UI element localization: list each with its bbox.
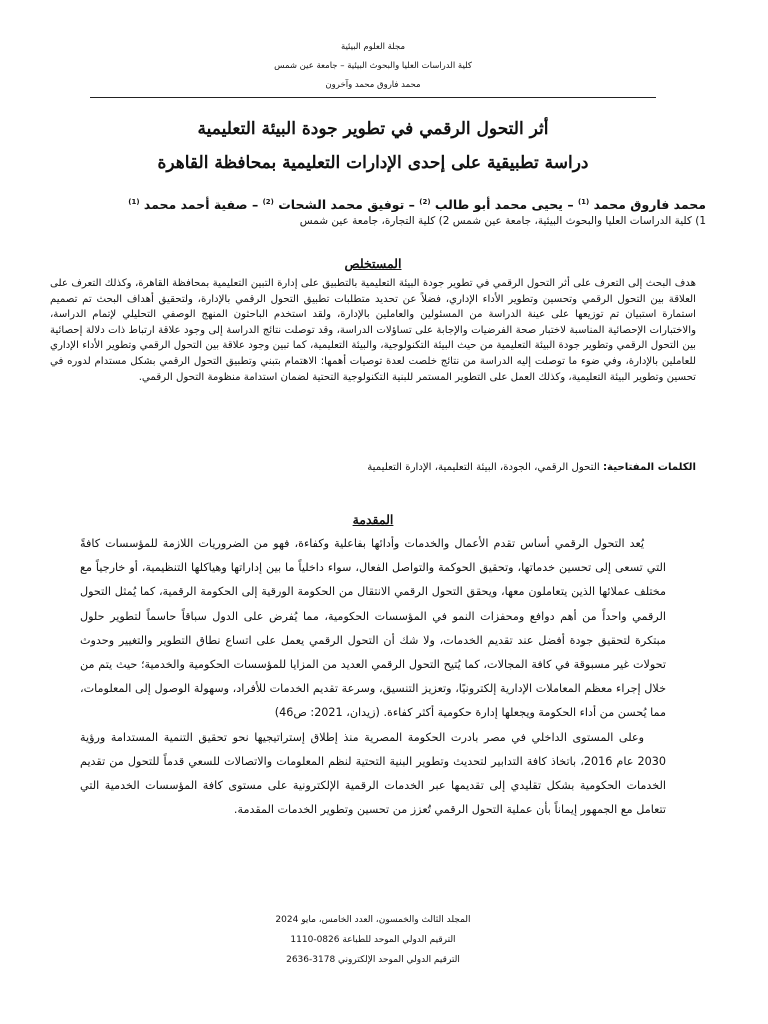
journal-name: مجلة العلوم البيئية <box>340 42 406 52</box>
paper-page <box>50 0 706 1024</box>
issn-print: الترقيم الدولي الموحد للطباعة 0826-1110 <box>290 935 456 945</box>
author-3-affil: (2) <box>262 198 274 206</box>
author-2: – يحيى محمد أبو طالب <box>430 197 574 213</box>
title-line-1: أثر التحول الرقمي في تطوير جودة البيئة التعليمية <box>197 119 549 139</box>
faculty-name: كلية الدراسات العليا والبحوث البيئية – جامعة عين شمس <box>274 61 472 71</box>
author-4-affil: (1) <box>128 198 140 206</box>
paper-title <box>60 112 686 180</box>
author-1: محمد فاروق محمد <box>589 197 706 213</box>
title-line-2: دراسة تطبيقية على إحدى الإدارات التعليمية بمحافظة القاهرة <box>157 153 589 173</box>
abstract-text: هدف البحث إلى التعرف على أثر التحول الرقمي في تطوير جودة البيئة التعليمية بالتطبيق على إدارة التبين التعليمية بمحافظة القاهرة، وكذلك التعرف على العلاقة بين التحول الرقمي وتحسين وتطوير الأداء الإداري، فضلاً عن تحديد متطلبات تطبيق التحول الرقمي بالإدارة، ولتحقيق أهداف البحث تم تصميم استمارة استبيان تم توزيعها على عينة الدراسة من المسئولين والعاملين بالإدارة، ولقد استخدم الباحثون المنهج الوصفي التحليلي لإتمام الدراسة، والاختبارات الإحصائية المناسبة لاختبار صحة الفرضيات والإجابة على تساؤلات الدراسة، وقد توصلت نتائج الدراسة إلى وجود علاقة ارتباط ذات دلالة إحصائية بين التحول الرقمي وتطوير جودة البيئة التعليمية من حيث البيئة التكنولوجية، والبيئة التعليمية، كما تبين وجود علاقة بين التحول الرقمي وتطوير الأداء الإداري للعاملين بالإدارة، وفي ضوء ما توصلت إليه الدراسة من نتائج خلصت لعدة توصيات أهمها: الاهتمام بتبني وتطبيق التحول الرقمي بشكل مستدام لدوره في تحسين وتطوير البيئة التعليمية، وكذلك العمل على التطوير المستمر للبنية التكنولوجية التحتية لضمان استدامة منظومة التحول الرقمي. <box>50 278 696 383</box>
volume-info: المجلد الثالث والخمسون، العدد الخامس، مايو 2024 <box>275 915 471 925</box>
keywords-list: التحول الرقمي، الجودة، البيئة التعليمية، الإدارة التعليمية <box>367 462 603 473</box>
page-footer <box>90 910 656 970</box>
intro-paragraph-1: يُعد التحول الرقمي أساس تقدم الأعمال والخدمات وأدائها بفاعلية وكفاءة، فهو من الضروريات اللازمة للمؤسسات كافةً التي تسعى إلى تحسين خدماتها، وتحقيق الحوكمة والتواصل الفعال، سواء داخلياً ما بين إداراتها وهياكلها التنظيمية، أو خارجياً مع مختلف عملائها الذين يتعاملون معها، ويحقق التحول الرقمي الانتقال من الحكومة الورقية إلى الحكومة الرقمية، كما يُمثل التحول الرقمي واحداً من أهم دوافع ومحفزات النمو في المؤسسات الحكومية، مما يُفرض على الدول سباقاً حاسماً لتطوير حلول مبتكرة لتحقيق جودة أفضل عند تقديم الخدمات، ولا شك أن التحول الرقمي يعمل على اتساع نطاق التطوير والتغيير وحدوث تحولات غير مسبوقة في كافة المجالات، كما يُتيح التحول الرقمي العديد من المزايا للمؤسسات الحكومية والخدمية؛ حيث يتم من خلال إجراء معظم المعاملات الإدارية إلكترونيًا، وتعزيز التنسيق، وسرعة تقديم الخدمات للأفراد، وسهولة الوصول إلى المعلومات، مما يُحسن من أداء الحكومة ويجعلها إدارة حكومية أكثر كفاءة. (زيدان، 2021: ص46) <box>80 537 666 720</box>
intro-paragraph-2: وعلى المستوى الداخلي في مصر بادرت الحكومة المصرية منذ إطلاق إستراتيجيها نحو تحقيق التنمية المستدامة ورؤية 2030 عام 2016، باتخاذ كافة التدابير لتحديث وتطوير البنية التحتية لنظم المعلومات والاتصالات للسعي قدماً للتحول من تقديم الخدمات الحكومية بشكل تقليدي إلى تقديمها عبر الخدمات الرقمية الإلكترونية على مستوى كافة المؤسسات الخدمية التي تتعامل مع الجمهور إيماناً بأن عملية التحول الرقمي تُعزز من تحسين وتطوير الخدمات المقدمة. <box>80 730 666 817</box>
author-3: – توفيق محمد الشحات <box>273 197 415 213</box>
authors-short: محمد فاروق محمد وآخرون <box>325 80 421 90</box>
keywords-label: الكلمات المفتاحية: <box>602 462 696 473</box>
author-list <box>60 192 706 215</box>
author-4: – صفية أحمد محمد <box>139 197 259 213</box>
author-2-affil: (2) <box>419 198 431 206</box>
intro-heading: المقدمة <box>352 512 394 527</box>
issn-online: الترقيم الدولي الموحد الإلكتروني 3178-2636 <box>286 955 460 965</box>
running-header <box>90 0 656 95</box>
keywords <box>50 462 696 473</box>
abstract-heading: المستخلص <box>344 256 402 271</box>
affiliations: 1) كلية الدراسات العليا والبحوث البيئية، جامعة عين شمس 2) كلية التجارة، جامعة عين شمس <box>299 215 706 227</box>
author-1-affil: (1) <box>577 198 590 206</box>
intro-body <box>80 532 666 822</box>
header-divider <box>90 97 656 98</box>
